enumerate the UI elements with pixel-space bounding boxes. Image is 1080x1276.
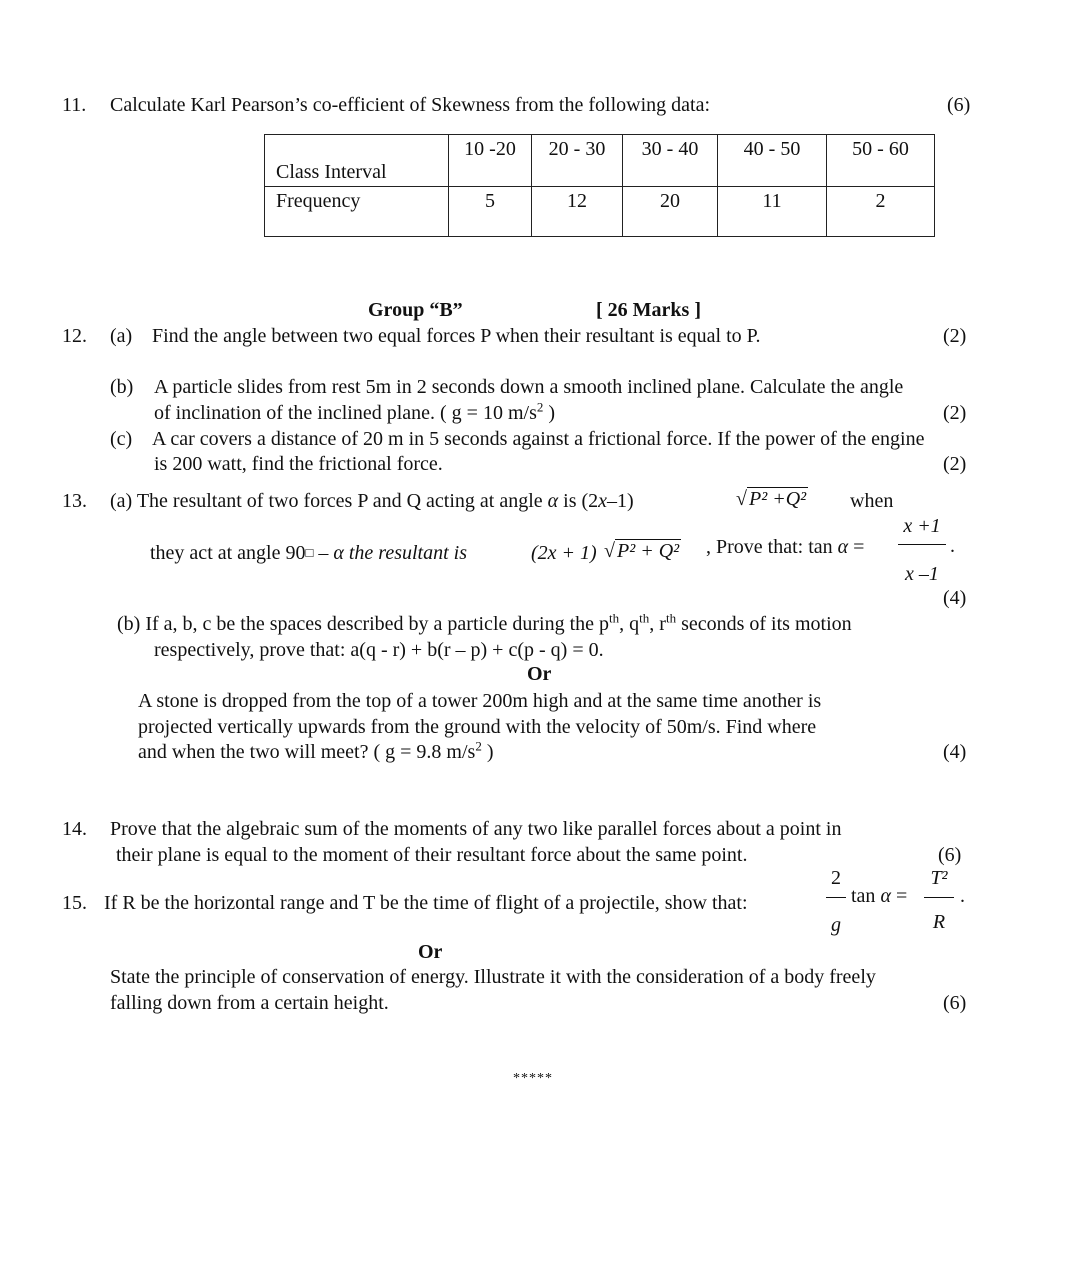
q15-tan: tan α = <box>851 885 908 907</box>
q14-line2: their plane is equal to the moment of their resultant force about the same point. <box>116 844 748 866</box>
frequency-cell: 2 <box>827 187 935 237</box>
table-row <box>265 135 935 187</box>
q13-prove: , Prove that: tan α = <box>706 536 865 558</box>
q13-frac-denominator: x –1 <box>905 563 939 585</box>
q13-or: Or <box>527 663 552 685</box>
q12-c-line2: is 200 watt, find the frictional force. <box>154 453 443 475</box>
group-b-marks: [ 26 Marks ] <box>596 299 701 321</box>
table-row <box>265 187 935 237</box>
skewness-table <box>264 134 935 237</box>
frequency-cell: 12 <box>532 187 623 237</box>
q15-frac2-line <box>924 897 954 898</box>
q15-or: Or <box>418 941 443 963</box>
q11-number: 11. <box>62 94 87 116</box>
q13-alt-line2: projected vertically upwards from the ground with the velocity of 50m/s. Find where <box>138 716 817 738</box>
q13-dot: . <box>950 535 955 557</box>
frequency-cell: 20 <box>623 187 718 237</box>
q12-a-label: (a) <box>110 325 133 347</box>
frequency-cell: 5 <box>449 187 532 237</box>
q13-alt-line3: and when the two will meet? ( g = 9.8 $m/s^2$ ) <box>138 738 494 763</box>
q12-b-marks: (2) <box>943 402 967 424</box>
interval-cell: 40 - 50 <box>718 135 827 187</box>
q13-frac-line <box>898 544 946 545</box>
q14-marks: (6) <box>938 844 962 866</box>
q15-frac1-denominator: g <box>831 914 841 936</box>
q15-frac1-numerator: 2 <box>831 867 841 889</box>
q13-b-line1: (b) If a, b, c be the spaces described by a particle during the $p^{th}$, $q^{th}$, $r^{th}$ seconds of its motion <box>117 610 852 635</box>
q13-a-marks: (4) <box>943 587 967 609</box>
q13-frac-numerator: x +1 <box>903 515 941 537</box>
q12-a-marks: (2) <box>943 325 967 347</box>
q12-c-label: (c) <box>110 428 133 450</box>
q15-alt-marks: (6) <box>943 992 967 1014</box>
q11-text: Calculate Karl Pearson’s co-efficient of Skewness from the following data: <box>110 94 711 116</box>
q15-frac2-numerator: T² <box>930 867 948 889</box>
q13-alt-line1: A stone is dropped from the top of a tower 200m high and at the same time another is <box>138 690 822 712</box>
q15-alt-line1: State the principle of conservation of energy. Illustrate it with the consideration of a body freely <box>110 966 876 988</box>
q13-number: 13. <box>62 490 87 512</box>
q14-number: 14. <box>62 818 87 840</box>
q12-b-line2: of inclination of the inclined plane. ( g = 10 $m/s^2$ ) <box>154 399 556 424</box>
q12-a-text: Find the angle between two equal forces P when their resultant is equal to P. <box>152 325 761 347</box>
q12-b-line1: A particle slides from rest 5m in 2 seconds down a smooth inclined plane. Calculate the angle <box>154 376 904 398</box>
interval-cell: 50 - 60 <box>827 135 935 187</box>
frequency-cell: 11 <box>718 187 827 237</box>
q13-a-line2: they act at angle 90□ – α the resultant is <box>150 542 468 564</box>
q13-alt-marks: (4) <box>943 741 967 763</box>
group-b-title: Group “B” <box>368 299 463 321</box>
q13-sqrt1: √ P² +Q² <box>736 488 807 510</box>
q15-text: If R be the horizontal range and T be the time of flight of a projectile, show that: <box>104 892 748 914</box>
q11-marks: (6) <box>947 94 971 116</box>
q13-resultant-expr: (2x + 1) <box>531 542 597 564</box>
footer-stars: ***** <box>513 1071 553 1086</box>
q12-b-label: (b) <box>110 376 134 398</box>
interval-cell: 10 -20 <box>449 135 532 187</box>
q15-frac1-line <box>826 897 846 898</box>
interval-cell: 20 - 30 <box>532 135 623 187</box>
q15-dot: . <box>960 885 965 907</box>
row-label-class-interval: Class Interval <box>265 135 449 187</box>
q12-c-line1: A car covers a distance of 20 m in 5 seconds against a frictional force. If the power of the engine <box>152 428 925 450</box>
q13-sqrt2: √ P² + Q² <box>604 540 680 562</box>
q12-number: 12. <box>62 325 87 347</box>
q15-frac2-denominator: R <box>932 911 946 933</box>
q15-alt-line2: falling down from a certain height. <box>110 992 389 1014</box>
interval-cell: 30 - 40 <box>623 135 718 187</box>
q15-number: 15. <box>62 892 87 914</box>
q13-a-line1: (a) The resultant of two forces P and Q acting at angle α is (2x–1) <box>110 490 634 512</box>
row-label-frequency: Frequency <box>265 187 449 237</box>
q13-b-line2: respectively, prove that: a(q - r) + b(r – p) + c(p - q) = 0. <box>154 639 604 661</box>
q12-c-marks: (2) <box>943 453 967 475</box>
q14-line1: Prove that the algebraic sum of the moments of any two like parallel forces about a point in <box>110 818 842 840</box>
q13-when: when <box>850 490 894 512</box>
